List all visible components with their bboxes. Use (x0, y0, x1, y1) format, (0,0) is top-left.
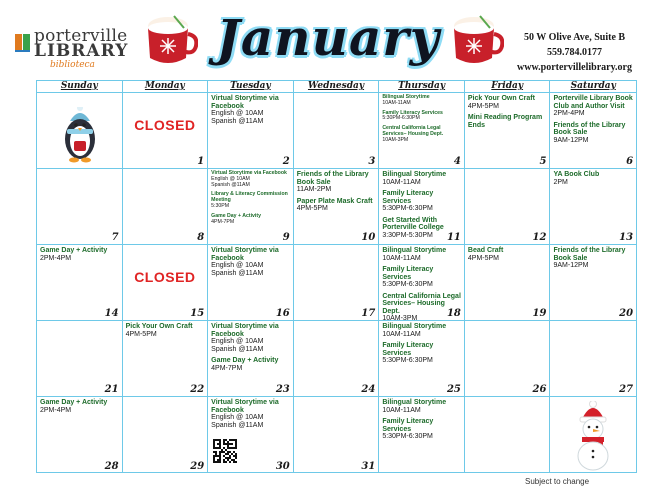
day-cell (550, 321, 636, 397)
cocoa-mug-icon (140, 14, 198, 72)
event-detail: 2PM-4PM (40, 406, 72, 414)
day-number: 6 (626, 156, 634, 167)
day-cell (123, 93, 209, 169)
event-title: Friends of the Library Book Sale (296, 171, 369, 186)
day-number: 29 (190, 461, 205, 472)
day-number: 11 (446, 232, 461, 243)
event-detail: 5:30PM-6:30PM (382, 281, 433, 288)
event-title: Friends of the Library Book Sale (553, 247, 626, 262)
weekday-label: Saturday (550, 81, 636, 93)
event-detail: 5:30PM-6:30PM (382, 205, 433, 212)
event-detail: 4PM-5PM (467, 254, 500, 262)
closed-label: CLOSED (134, 269, 196, 285)
day-number: 9 (282, 232, 290, 243)
event-detail: 10AM-11AM (382, 178, 421, 186)
day-cell (208, 93, 294, 169)
day-number: 1 (197, 156, 205, 167)
day-cell (123, 397, 209, 473)
day-cell (37, 169, 123, 245)
day-cell (550, 245, 636, 321)
event-title: Game Day + Activity (211, 212, 261, 219)
event-list (123, 321, 208, 338)
day-cell (550, 169, 636, 245)
event-list (465, 245, 550, 262)
event-list (379, 169, 464, 239)
contact-info (517, 30, 632, 75)
event-detail: 4PM-5PM (125, 330, 157, 338)
weekday-label: Tuesday (208, 81, 294, 93)
day-cell (379, 93, 465, 169)
event-title: Bilingual Storytime (382, 247, 447, 254)
weekday-label: Sunday (37, 81, 123, 93)
day-number: 23 (275, 384, 290, 395)
event-title: Game Day + Activity (40, 247, 108, 254)
qr-code-icon[interactable] (213, 439, 237, 463)
event-detail: 10AM-11AM (382, 330, 421, 338)
day-cell (123, 245, 209, 321)
event-list (379, 397, 464, 441)
book-icon (14, 32, 32, 54)
day-number: 20 (619, 308, 634, 319)
footer-note: Subject to change (525, 477, 590, 486)
event-title: Bilingual Storytime (382, 399, 447, 406)
event-detail: 5:30PM (211, 202, 230, 209)
day-cell (37, 245, 123, 321)
address: 50 W Olive Ave, Suite B (523, 32, 626, 43)
event-title: Pick Your Own Craft (125, 323, 193, 330)
day-cell (465, 245, 551, 321)
day-number: 31 (361, 461, 376, 472)
event-title: Virtual Storytime via Facebook (211, 399, 279, 414)
event-title: Central California Legal Services– Housing Dept. (382, 292, 461, 315)
weekday-label: Friday (465, 81, 551, 93)
event-list (550, 245, 636, 270)
day-cell (37, 397, 123, 473)
event-title: Family Literacy Services (382, 418, 434, 433)
event-detail: English @ 10AM (211, 175, 250, 182)
event-detail: 4PM-5PM (296, 205, 328, 212)
week-row (37, 321, 636, 397)
day-number: 8 (197, 232, 205, 243)
event-title: Central California Legal Services– Housing Dept. (382, 125, 444, 137)
day-cell (123, 321, 209, 397)
weekday-header (37, 81, 636, 93)
event-detail: 10AM-11AM (382, 254, 421, 262)
day-cell (294, 397, 380, 473)
day-number: 3 (368, 156, 376, 167)
event-list (550, 169, 636, 186)
event-title: Library & Literacy Commission Meeting (211, 191, 288, 204)
event-detail: 10AM-11AM (382, 99, 411, 106)
logo-line-3: biblioteca (50, 60, 95, 70)
event-detail: 2PM-4PM (553, 110, 585, 117)
day-number: 25 (446, 384, 461, 395)
event-detail: English @ 10AM (211, 110, 264, 117)
event-title: Family Literacy Services (382, 342, 434, 357)
day-number: 10 (361, 232, 376, 243)
day-cell (465, 93, 551, 169)
event-title: Family Literacy Services (382, 190, 434, 205)
day-cell (379, 397, 465, 473)
phone: 559.784.0177 (547, 47, 602, 58)
day-number: 12 (532, 232, 547, 243)
library-logo (14, 26, 129, 76)
event-list (37, 245, 122, 262)
day-cell (294, 321, 380, 397)
event-title: YA Book Club (553, 171, 600, 178)
snowman-icon (572, 401, 614, 473)
event-title: Bilingual Storytime (382, 323, 447, 330)
event-title: Mini Reading Program Ends (467, 114, 543, 129)
day-number: 17 (361, 308, 376, 319)
event-detail: 10AM-3PM (382, 136, 409, 143)
day-number: 18 (446, 308, 461, 319)
event-detail: 10AM-11AM (382, 406, 421, 414)
event-list (208, 169, 293, 225)
day-number: 28 (104, 461, 119, 472)
header (0, 0, 650, 80)
event-title: Family Literacy Services (382, 266, 434, 281)
event-title: Bead Craft (467, 247, 504, 254)
day-cell (379, 245, 465, 321)
event-list (208, 93, 293, 125)
event-title: Bilingual Storytime (382, 171, 447, 178)
day-number: 13 (619, 232, 634, 243)
event-title: Friends of the Library Book Sale (553, 121, 626, 136)
day-cell (294, 93, 380, 169)
event-detail: 10AM-3PM (382, 315, 418, 321)
event-detail: Spanish @11AM (211, 421, 264, 429)
day-number: 4 (453, 156, 461, 167)
cocoa-mug-icon (446, 14, 504, 72)
day-cell (37, 93, 123, 169)
day-number: 15 (190, 308, 205, 319)
day-number: 14 (104, 308, 119, 319)
logo-line-1: porterville (34, 26, 128, 46)
day-number: 16 (275, 308, 290, 319)
day-number: 21 (104, 384, 119, 395)
event-title: Virtual Storytime via Facebook (211, 247, 279, 262)
day-number: 26 (532, 384, 547, 395)
day-cell (465, 321, 551, 397)
event-list (465, 93, 550, 129)
week-row (37, 397, 636, 473)
weekday-label: Monday (123, 81, 209, 93)
event-title: Virtual Storytime via Facebook (211, 95, 279, 110)
event-detail: Spanish @11AM (211, 181, 250, 188)
event-title: Game Day + Activity (211, 357, 279, 364)
day-number: 7 (111, 232, 119, 243)
day-cell (123, 169, 209, 245)
day-cell (294, 245, 380, 321)
event-detail: English @ 10AM (211, 338, 264, 345)
day-number: 27 (619, 384, 634, 395)
event-detail: Spanish @11AM (211, 117, 264, 125)
day-cell (294, 169, 380, 245)
event-detail: English @ 10AM (211, 414, 264, 421)
event-list (379, 93, 464, 144)
event-title: Pick Your Own Craft (467, 95, 535, 102)
week-row (37, 93, 636, 169)
event-list (550, 93, 636, 144)
week-row (37, 169, 636, 245)
day-cell (550, 93, 636, 169)
event-detail: 9AM-12PM (553, 136, 589, 144)
event-list (379, 321, 464, 365)
week-row (37, 245, 636, 321)
event-detail: 4PM-7PM (211, 218, 235, 225)
event-list (294, 169, 379, 213)
event-detail: 11AM-2PM (296, 186, 332, 193)
event-detail: 2PM (553, 178, 568, 186)
day-cell (208, 321, 294, 397)
day-cell (208, 397, 294, 473)
weekday-label: Wednesday (294, 81, 380, 93)
event-detail: 2PM-4PM (40, 254, 72, 262)
weekday-label: Thursday (379, 81, 465, 93)
day-cell (208, 169, 294, 245)
event-detail: 4PM-5PM (467, 102, 500, 110)
event-detail: 4PM-7PM (211, 364, 243, 372)
event-title: Paper Plate Mask Craft (296, 197, 373, 205)
event-detail: 5:30PM-6:30PM (382, 433, 433, 440)
day-cell (465, 169, 551, 245)
event-title: Virtual Storytime via Facebook (211, 323, 279, 338)
day-cell (37, 321, 123, 397)
event-title: Porterville Library Book Club and Author Visit (553, 95, 633, 110)
event-detail: 3:30PM-5:30PM (382, 231, 433, 239)
event-title: Game Day + Activity (40, 399, 108, 406)
event-title: Virtual Storytime via Facebook (211, 170, 287, 176)
month-title: January (216, 8, 440, 67)
event-detail: 5:30PM-6:30PM (382, 115, 420, 122)
event-title: Bilingual Storytime (382, 94, 430, 100)
event-detail: Spanish @11AM (211, 345, 264, 353)
day-number: 5 (539, 156, 547, 167)
day-cell (379, 169, 465, 245)
day-number: 30 (275, 461, 290, 472)
day-number: 22 (190, 384, 205, 395)
event-list (208, 397, 293, 429)
logo-line-2: LIBRARY (34, 41, 129, 61)
event-title: Get Started With Porterville College (382, 216, 444, 231)
event-detail: 9AM-12PM (553, 262, 589, 269)
event-detail: English @ 10AM (211, 262, 264, 269)
day-number: 19 (532, 308, 547, 319)
event-list (37, 397, 122, 414)
day-number: 2 (282, 156, 290, 167)
calendar-grid (36, 80, 637, 473)
penguin-icon (61, 107, 99, 168)
closed-label: CLOSED (134, 117, 196, 133)
day-cell (379, 321, 465, 397)
event-detail: 5:30PM-6:30PM (382, 357, 433, 364)
event-title: Family Literacy Services (382, 109, 443, 116)
day-cell (465, 397, 551, 473)
event-detail: Spanish @11AM (211, 269, 264, 277)
day-cell (208, 245, 294, 321)
website: www.portervillelibrary.org (517, 62, 632, 73)
day-number: 24 (361, 384, 376, 395)
event-list (208, 321, 293, 372)
event-list (208, 245, 293, 277)
day-cell (550, 397, 636, 473)
